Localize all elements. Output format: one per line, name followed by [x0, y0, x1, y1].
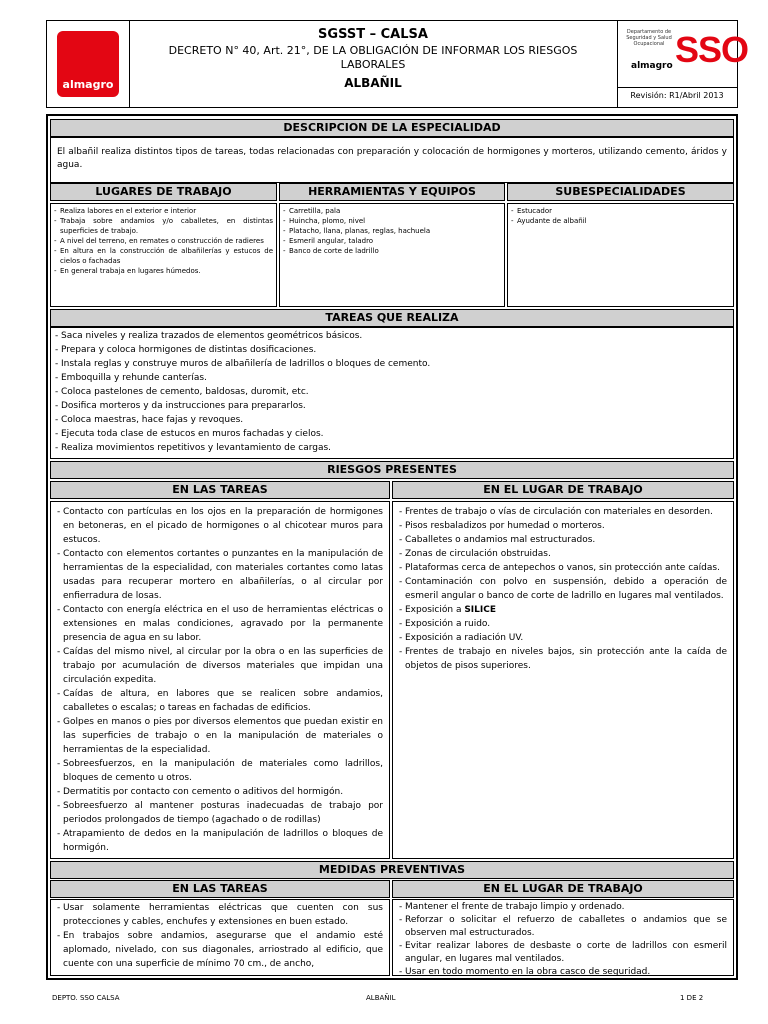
- sso-logo: [617, 21, 749, 88]
- list-item: - Trabaja sobre andamios y/o caballetes, en distintas superficies de trabajo.: [54, 216, 273, 236]
- list-item: - A nivel del terreno, en remates o construcción de radieres: [54, 236, 273, 246]
- subespecialidades-list: [508, 204, 733, 228]
- doc-title: SGSST – CALSA: [318, 27, 428, 42]
- specialty-title: ALBAÑIL: [344, 76, 402, 90]
- list-item: - Caballetes o andamios mal estructurados.: [399, 533, 727, 547]
- lugares-title: LUGARES DE TRABAJO: [50, 183, 277, 201]
- list-item: - Prepara y coloca hormigones de distintas dosificaciones.: [55, 343, 729, 357]
- list-item: - Esmeril angular, taladro: [283, 236, 501, 246]
- medidas-lugar-title: EN EL LUGAR DE TRABAJO: [392, 880, 734, 898]
- list-item: - Saca niveles y realiza trazados de elementos geométricos básicos.: [55, 329, 729, 343]
- list-item: - Frentes de trabajo o vías de circulación con materiales en desorden.: [399, 505, 727, 519]
- medidas-lugar-box: [392, 899, 734, 976]
- list-item: - Carretilla, pala: [283, 206, 501, 216]
- list-item: - Sobreesfuerzos, en la manipulación de materiales como ladrillos, bloques de cemento u otros.: [57, 757, 383, 785]
- tareas-list: [51, 328, 733, 456]
- lugares-box: [50, 203, 277, 307]
- section-medidas: MEDIDAS PREVENTIVAS: [50, 861, 734, 879]
- list-item: - Zonas de circulación obstruidas.: [399, 547, 727, 561]
- list-item: - Dermatitis por contacto con cemento o aditivos del hormigón.: [57, 785, 383, 799]
- list-item: - Evitar realizar labores de desbaste o corte de ladrillos con esmeril angular, en lugares mal ventilados.: [399, 940, 727, 966]
- tareas-box: [50, 327, 734, 459]
- list-item: - En trabajos sobre andamios, asegurarse que el andamio esté aplomado, nivelado, con sus diagonales, arriostrado al edificio, que cuente con una superficie de mínimo 70 cm., de ancho,: [57, 929, 383, 971]
- riesgos-tareas-box: [50, 501, 390, 859]
- list-item: - Golpes en manos o pies por diversos elementos que puedan existir en las superficies de trabajo o en la manipulación de materiales o herramientas de la especialidad.: [57, 715, 383, 757]
- subespecialidades-box: [507, 203, 734, 307]
- title-cell: [129, 21, 618, 107]
- list-item: - En general trabaja en lugares húmedos.: [54, 266, 273, 276]
- section-tareas: TAREAS QUE REALIZA: [50, 309, 734, 327]
- footer-right: 1 DE 2: [680, 994, 704, 1002]
- list-item: - Caídas del mismo nivel, al circular por la obra o en las superficies de trabajo por acumulación de diversos materiales que impidan una circulación expedita.: [57, 645, 383, 687]
- lugares-list: [51, 204, 276, 278]
- list-item: - Caídas de altura, en labores que se realicen sobre andamios, caballetes o escalas; o tareas en fachadas de edificios.: [57, 687, 383, 715]
- document-header: [46, 20, 749, 108]
- list-item: - Realiza movimientos repetitivos y levantamiento de cargas.: [55, 441, 729, 455]
- logo-cell: [47, 21, 130, 107]
- list-item: - Frentes de trabajo en niveles bajos, sin protección ante la caída de objetos de pisos superiores.: [399, 645, 727, 673]
- list-item: - Ayudante de albañil: [511, 216, 730, 226]
- list-item: - En altura en la construcción de albañilerías y estucos de cielos o fachadas: [54, 246, 273, 266]
- section-descripcion: DESCRIPCION DE LA ESPECIALIDAD: [50, 119, 734, 137]
- list-item: - Atrapamiento de dedos en la manipulación de ladrillos o bloques de hormigón.: [57, 827, 383, 855]
- herramientas-title: HERRAMIENTAS Y EQUIPOS: [279, 183, 505, 201]
- list-item: - Emboquilla y rehunde canterías.: [55, 371, 729, 385]
- sso-cell: [617, 21, 749, 107]
- riesgos-tareas-list: [51, 502, 389, 858]
- almagro-logo: [57, 31, 119, 97]
- list-item: - Reforzar o solicitar el refuerzo de caballetes o andamios que se observen mal estructurados.: [399, 914, 727, 940]
- list-item: - Dosifica morteros y da instrucciones para prepararlos.: [55, 399, 729, 413]
- list-item: - Huincha, plomo, nivel: [283, 216, 501, 226]
- list-item: - Coloca pastelones de cemento, baldosas, duromit, etc.: [55, 385, 729, 399]
- herramientas-list: [280, 204, 504, 258]
- sso-logo-word: almagro: [631, 61, 673, 71]
- list-item: - Mantener el frente de trabajo limpio y ordenado.: [399, 901, 727, 914]
- sso-text: SSO: [675, 29, 749, 70]
- silice-item: [399, 603, 727, 617]
- list-item: - Ejecuta toda clase de estucos en muros fachadas y cielos.: [55, 427, 729, 441]
- list-item: - Estucador: [511, 206, 730, 216]
- list-item: - Platacho, llana, planas, reglas, hachuela: [283, 226, 501, 236]
- logo-text: almagro: [62, 78, 114, 91]
- section-riesgos: RIESGOS PRESENTES: [50, 461, 734, 479]
- riesgos-lugar-box: [392, 501, 734, 859]
- medidas-lugar-list: [393, 900, 733, 982]
- footer-left: DEPTO. SSO CALSA: [52, 994, 120, 1002]
- list-item: - Contacto con partículas en los ojos en la preparación de hormigones en betoneras, en el picado de hormigones o al chicotear muros para estucos.: [57, 505, 383, 547]
- list-item: - Exposición a ruido.: [399, 617, 727, 631]
- riesgos-tareas-title: EN LAS TAREAS: [50, 481, 390, 499]
- list-item: - Contacto con elementos cortantes o punzantes en la manipulación de herramientas de la especialidad, con materiales cortantes como latas usadas para recuperar mortero en albañilerías, o al circular por enfierradura de losas.: [57, 547, 383, 603]
- descripcion-box: [50, 137, 734, 183]
- content-frame: [46, 114, 738, 980]
- list-item: - Plataformas cerca de antepechos o vanos, sin protección ante caídas.: [399, 561, 727, 575]
- list-item: - Instala reglas y construye muros de albañilería de ladrillos o bloques de cemento.: [55, 357, 729, 371]
- footer-center: ALBAÑIL: [366, 994, 396, 1002]
- medidas-tareas-box: [50, 899, 390, 976]
- list-item: - Exposición a radiación UV.: [399, 631, 727, 645]
- list-item: - Banco de corte de ladrillo: [283, 246, 501, 256]
- silice-prefix: Exposición a: [405, 605, 465, 615]
- list-item: - Sobreesfuerzo al mantener posturas inadecuadas de trabajo por periodos prolongados de tiempo (agachado o de rodillas): [57, 799, 383, 827]
- silice-bold: SILICE: [464, 605, 496, 615]
- subespecialidades-title: SUBESPECIALIDADES: [507, 183, 734, 201]
- revision: Revisión: R1/Abril 2013: [630, 91, 724, 100]
- list-item: - Usar en todo momento en la obra casco de seguridad.: [399, 966, 727, 979]
- list-item: - Contacto con energía eléctrica en el uso de herramientas eléctricas o extensiones en malas condiciones, agravado por la permanente presencia de agua en su labor.: [57, 603, 383, 645]
- decree-text: DECRETO N° 40, Art. 21°, DE LA OBLIGACIÓN DE INFORMAR LOS RIESGOS LABORALES: [168, 44, 578, 71]
- list-item: - Pisos resbaladizos por humedad o morteros.: [399, 519, 727, 533]
- riesgos-lugar-list: [393, 502, 733, 676]
- list-item: - Usar solamente herramientas eléctricas que cuenten con sus protecciones y cables, enchufes y extensiones en buen estado.: [57, 901, 383, 929]
- herramientas-box: [279, 203, 505, 307]
- medidas-tareas-title: EN LAS TAREAS: [50, 880, 390, 898]
- descripcion-text: El albañil realiza distintos tipos de tareas, todas relacionadas con preparación y colocación de hormigones y morteros, utilizando cemento, áridos y agua.: [57, 147, 727, 170]
- sso-dept: Departamento de Seguridad y Salud Ocupacional: [626, 29, 672, 47]
- medidas-tareas-list: [51, 900, 389, 974]
- list-item: - Coloca maestras, hace fajas y revoques.: [55, 413, 729, 427]
- list-item: - Realiza labores en el exterior e interior: [54, 206, 273, 216]
- riesgos-lugar-title: EN EL LUGAR DE TRABAJO: [392, 481, 734, 499]
- list-item: - Contaminación con polvo en suspensión, debido a operación de esmeril angular o banco de corte de ladrillo en lugares mal ventilados.: [399, 575, 727, 603]
